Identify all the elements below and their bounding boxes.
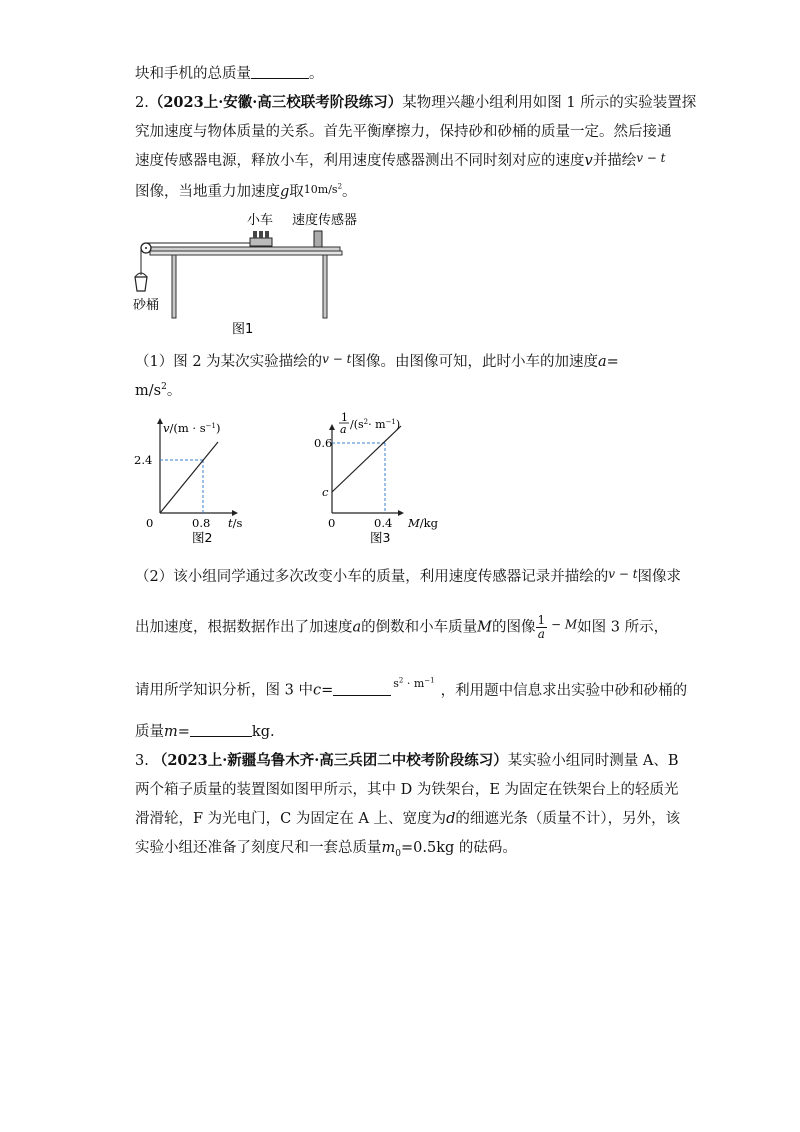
fig2-origin: 0 — [146, 516, 154, 530]
p1-end: 。 — [166, 383, 182, 399]
p2-l4-eq: = — [177, 724, 190, 740]
p1-line-2 — [135, 379, 181, 400]
fig3-y-intercept: c — [322, 485, 329, 499]
fig3-xlabel-m: M — [408, 516, 420, 530]
p2-line-1 — [135, 565, 681, 586]
p2-line-2 — [135, 614, 668, 641]
q3-m0: m — [381, 840, 396, 856]
q3-number: 3. — [135, 753, 149, 769]
q2-l4b: 取 — [289, 184, 304, 200]
p2-m-lower: m — [164, 724, 178, 740]
p2-l4a: 质量 — [135, 724, 164, 740]
fig2-line — [160, 442, 218, 513]
fig2-caption: 图2 — [192, 530, 213, 545]
p2-c-var: c — [312, 682, 322, 699]
p2-vt: v − t — [608, 567, 638, 581]
fig2-ylabel-sup: −1 — [205, 422, 216, 430]
fig2-y-tick: 2.4 — [134, 453, 153, 467]
q3-l3a: 滑滑轮，F 为光电门，C 为固定在 A 上、宽度为 — [135, 811, 447, 827]
fig1-cart — [250, 238, 272, 246]
answer-blank-c[interactable] — [333, 695, 391, 696]
p2-c-unit-s: s — [393, 676, 399, 690]
p2-l2d: 如图 3 所示， — [577, 619, 669, 636]
p2-fraction — [536, 614, 548, 641]
fig3-ylabel-den: a — [340, 423, 347, 436]
q2-g: g — [280, 184, 290, 200]
q2-line-2 — [135, 120, 672, 141]
fig3-ylabel-unit-a: /(s — [350, 418, 364, 431]
fig1-sand-bucket — [135, 277, 147, 291]
p2-c-unit-mid: · m — [403, 676, 425, 690]
fig3-ylabel-sup2: −1 — [385, 418, 396, 426]
q3-m0-sub: 0 — [395, 848, 401, 859]
p2-l1b: 图像求 — [637, 569, 682, 585]
q3-line-1 — [135, 749, 679, 770]
fig3-ylabel-close: ) — [395, 418, 401, 431]
answer-blank-1[interactable] — [251, 78, 309, 79]
p1-a-var: a — [597, 354, 607, 370]
p1-unit: m/s — [135, 383, 162, 399]
q3-line-4 — [135, 836, 517, 859]
p1-b: 图像。由图像可知，此时小车的加速度 — [351, 354, 598, 370]
p2-m-var: M — [477, 619, 493, 636]
q2-l2: 究加速度与物体质量的关系。首先平衡摩擦力，保持砂和砂桶的质量一定。然后接通 — [135, 124, 672, 140]
p2-l3-eq: = — [321, 682, 334, 699]
fig1-car-label: 小车 — [247, 213, 274, 228]
fig3-xlabel — [407, 516, 439, 530]
p2-l2b: 的倒数和小车质量 — [361, 619, 478, 636]
q2-v: v — [584, 153, 593, 169]
q3-l3b: 的细遮光条（质量不计），另外，该 — [455, 811, 681, 827]
fig2-xlabel-unit: /s — [232, 516, 243, 530]
p2-frac-num: 1 — [537, 613, 546, 627]
p2-c-unit-sup2: −1 — [424, 676, 435, 684]
p2-l2a: 出加速度，根据数据作出了加速度 — [135, 619, 353, 636]
fig3-ylabel-unit — [350, 418, 400, 431]
figure-1-apparatus — [130, 205, 360, 340]
p2-l4-unit: kg. — [251, 724, 275, 740]
q2-l1: 某物理兴趣小组利用如图 1 所示的实验装置探 — [402, 95, 697, 111]
fig1-cart-weight-3 — [265, 231, 269, 238]
q2-gval — [304, 183, 342, 196]
q2-l4end: 。 — [342, 184, 357, 200]
p1-a: （1）图 2 为某次实验描绘的 — [135, 354, 323, 370]
q2-line-4 — [135, 180, 357, 201]
line1-text: 块和手机的总质量 — [135, 66, 251, 82]
fig3-x-arrow — [398, 510, 404, 516]
fig1-sensor-label: 速度传感器 — [292, 213, 358, 228]
fig2-ylabel-unit: /(m · s — [169, 421, 206, 435]
q3-l1: 某实验小组同时测量 A、B — [507, 753, 679, 769]
fig2-ylabel — [163, 421, 220, 435]
fig3-x-tick: 0.4 — [374, 516, 393, 530]
p2-c-unit — [393, 677, 434, 690]
p2-c-unit-sup1: 2 — [398, 676, 404, 684]
q2-l3a: 速度传感器电源，释放小车，利用速度传感器测出不同时刻对应的速度 — [135, 153, 585, 169]
q2-l3b: 并描绘 — [592, 153, 637, 169]
fig3-xlabel-unit: /kg — [419, 516, 438, 530]
p2-line-3 — [135, 676, 687, 700]
q2-gval-text: 10m/s — [303, 183, 338, 196]
figure-3-inv-a-m-graph — [316, 410, 456, 545]
fig1-cart-weight-1 — [253, 231, 257, 238]
fig3-origin: 0 — [328, 516, 336, 530]
q2-l4a: 图像，当地重力加速度 — [135, 184, 280, 200]
fig2-x-tick: 0.8 — [192, 516, 211, 530]
fig1-table-leg-left — [172, 255, 176, 318]
fig2-ylabel-v: v — [163, 421, 170, 435]
fig1-speed-sensor — [314, 231, 322, 247]
q3-l2: 两个箱子质量的装置图如图甲所示，其中 D 为铁架台，E 为固定在铁架台上的轻质光 — [135, 782, 679, 798]
q2-source: （2023上·安徽·高三校联考阶段练习） — [148, 94, 403, 111]
p2-frac-rest: − M — [547, 617, 578, 632]
fig1-table-leg-right — [323, 255, 327, 318]
fig3-ylabel-mid: · m — [368, 418, 386, 431]
fig3-ylabel-sup1: 2 — [363, 418, 369, 426]
q2-line-3 — [135, 149, 666, 170]
q2-number: 2. — [135, 95, 149, 111]
fig2-ylabel-close: ) — [215, 421, 221, 435]
p2-l1a: （2）该小组同学通过多次改变小车的质量，利用速度传感器记录并描绘的 — [135, 569, 609, 585]
fig2-xlabel — [228, 516, 242, 530]
q3-source: （2023上·新疆乌鲁木齐·高三兵团二中校考阶段练习） — [152, 752, 508, 769]
fig3-caption: 图3 — [370, 530, 391, 545]
q2-line-1 — [135, 91, 696, 112]
p1-line-1 — [135, 350, 619, 371]
p1-vt: v − t — [322, 352, 352, 366]
q2-gval-sup: 2 — [337, 182, 343, 191]
line1-end: 。 — [309, 66, 324, 82]
fig1-table-top — [150, 247, 340, 251]
q3-l4a: 实验小组还准备了刻度尺和一套总质量 — [135, 840, 382, 856]
p2-l2c: 的图像 — [492, 619, 536, 636]
fig1-table-edge — [150, 251, 342, 255]
fig2-xlabel-t: t — [228, 516, 233, 530]
answer-blank-m[interactable] — [190, 736, 252, 737]
p2-line-4 — [135, 720, 275, 741]
q3-d-var: d — [446, 811, 456, 827]
fig3-y-tick: 0.6 — [314, 436, 333, 450]
p1-unit-sup: 2 — [161, 382, 167, 393]
p2-l3b: ，利用题中信息求出实验中砂和砂桶的 — [440, 682, 688, 699]
fig1-cart-weight-2 — [259, 231, 263, 238]
fig1-bucket-label: 砂桶 — [133, 298, 160, 313]
p1-eq: = — [606, 354, 619, 370]
fig3-y-arrow — [329, 424, 335, 430]
fig1-caption: 图1 — [232, 322, 254, 337]
p2-frac-den: a — [537, 627, 545, 642]
fig1-pulley-axle — [145, 247, 147, 249]
text-line-1 — [135, 62, 324, 83]
figure-2-vt-graph — [134, 410, 260, 545]
q2-vt: v − t — [636, 151, 666, 165]
p2-l3a: 请用所学知识分析，图 3 中 — [135, 682, 313, 699]
q3-l4b: =0.5kg 的砝码。 — [400, 840, 517, 856]
q3-line-2 — [135, 778, 679, 799]
q3-line-3 — [135, 807, 680, 828]
fig3-ylabel-num: 1 — [341, 411, 348, 424]
p2-a-var: a — [352, 619, 362, 636]
